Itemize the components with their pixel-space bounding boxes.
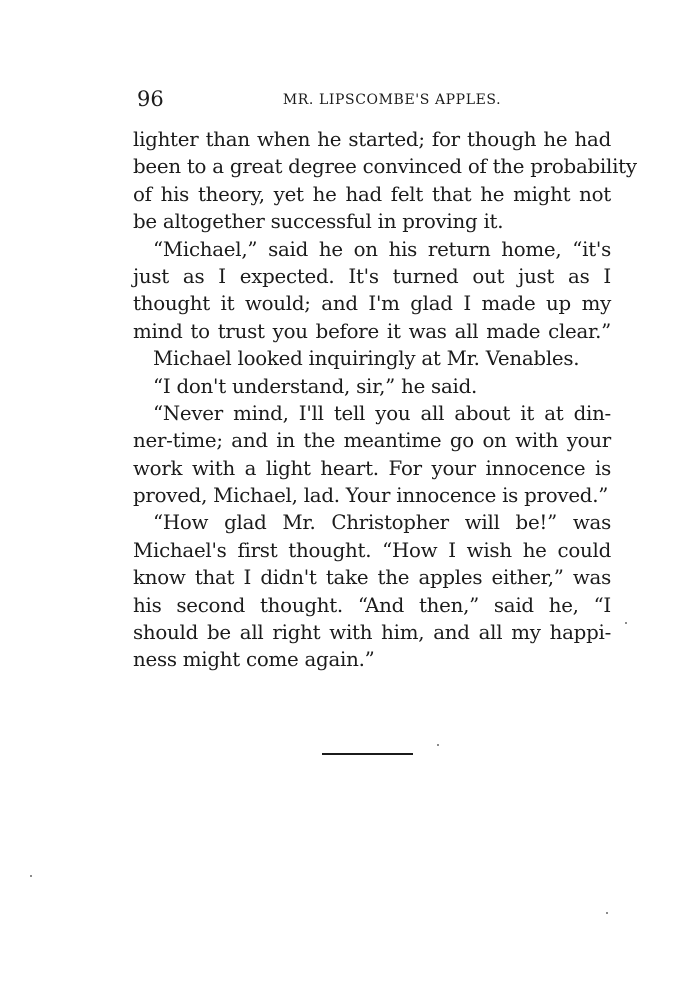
running-title: MR. LIPSCOMBE'S APPLES. <box>282 92 502 108</box>
text-line: be altogether successful in proving it. <box>133 210 504 234</box>
text-line: “I don't understand, sir,” he said. <box>153 374 478 398</box>
text-line: work with a light heart. For your innocence is <box>133 456 611 480</box>
text-line: of his theory, yet he had felt that he might not <box>133 182 611 206</box>
page-number: 96 <box>137 87 164 111</box>
print-speck <box>30 875 32 877</box>
body-text <box>133 126 637 674</box>
text-line: mind to trust you before it was all made clear.” <box>133 319 611 343</box>
text-line: “Michael,” said he on his return home, “it's <box>153 237 611 261</box>
text-line: his second thought. “And then,” said he, “I <box>133 593 611 617</box>
text-line: proved, Michael, lad. Your innocence is proved.” <box>133 484 609 508</box>
text-line: “How glad Mr. Christopher will be!” was <box>153 511 611 535</box>
text-line: ness might come again.” <box>133 648 375 672</box>
text-line: “Never mind, I'll tell you all about it at din- <box>153 401 611 425</box>
print-speck <box>606 912 608 914</box>
text-line: thought it would; and I'm glad I made up my <box>133 292 611 316</box>
text-line: ner-time; and in the meantime go on with your <box>133 429 611 453</box>
text-line: lighter than when he started; for though he had <box>133 128 611 151</box>
text-line: Michael looked inquiringly at Mr. Venables. <box>153 347 580 371</box>
text-line: been to a great degree convinced of the probability <box>133 155 637 179</box>
text-line: Michael's first thought. “How I wish he could <box>133 538 611 562</box>
section-divider <box>322 753 413 755</box>
print-speck <box>437 744 439 746</box>
text-line: just as I expected. It's turned out just as I <box>133 264 611 288</box>
page-header <box>133 85 611 113</box>
print-speck <box>625 622 627 624</box>
text-line: should be all right with him, and all my happi- <box>133 621 611 645</box>
text-line: know that I didn't take the apples either,” was <box>133 566 611 590</box>
